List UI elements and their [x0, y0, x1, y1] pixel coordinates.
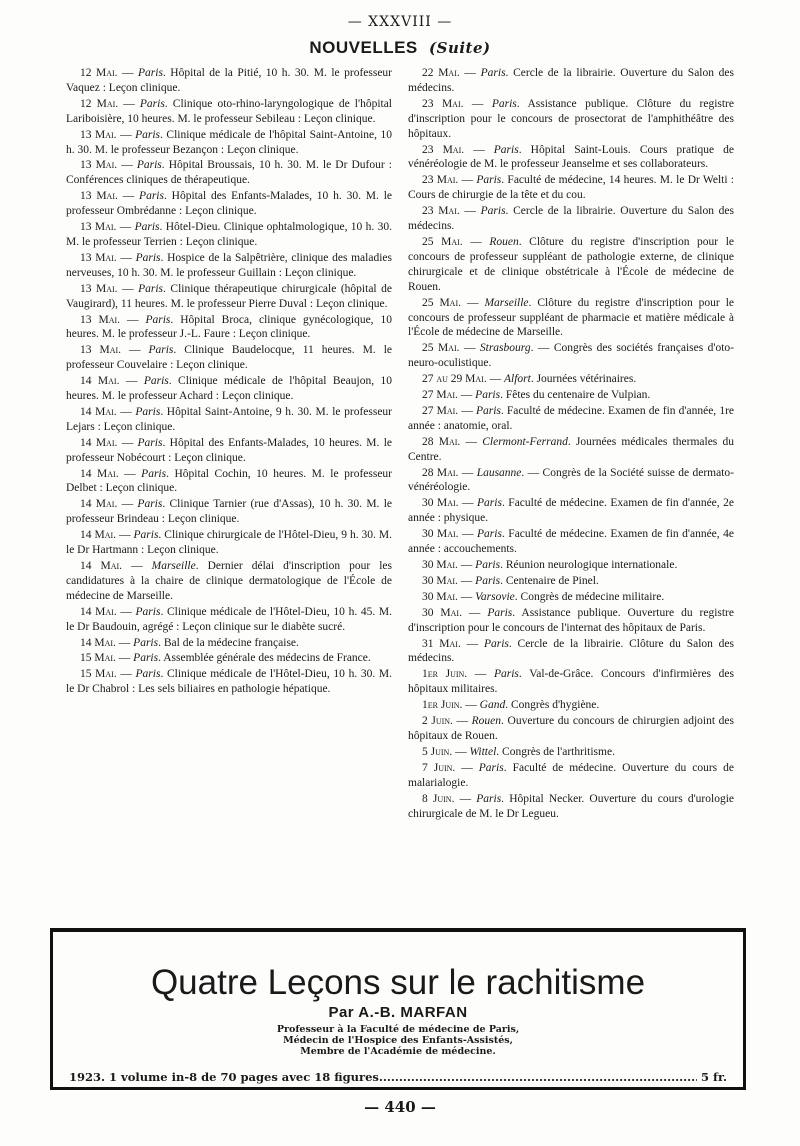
entry-city: Paris: [135, 405, 161, 418]
news-entry: [66, 467, 392, 497]
news-entry: [408, 173, 734, 203]
news-entry: [408, 97, 734, 142]
entry-city: Strasbourg: [479, 342, 531, 355]
news-entry: [66, 158, 392, 188]
right-column: [408, 66, 734, 822]
entry-date: 13 Mai.: [80, 159, 118, 172]
entry-date: 13 Mai.: [80, 221, 117, 234]
entry-date: 14 Mai.: [80, 436, 118, 449]
entry-text: . Hôpital Saint-Antoine, 9 h. 30. M. le professeur Lejars : Leçon clinique.: [66, 405, 393, 433]
entry-text: . Clinique Baudelocque, 11 heures. M. le professeur Couvelaire : Leçon clinique.: [66, 344, 393, 372]
entry-text: . Faculté de médecine, 14 heures. M. le Dr Welti : Cours de chirurgie de la tête et du cou.: [408, 174, 735, 202]
entry-date: 30 Mai.: [422, 528, 459, 541]
entry-city: Lausanne: [476, 466, 522, 479]
entry-separator: —: [459, 205, 481, 218]
news-entry: [408, 667, 734, 697]
entry-date: 23 Mai.: [422, 97, 464, 110]
entry-text: . Clinique médicale de l'hôpital Saint-Antoine, 10 h. 30. M. le professeur Bezançon : Leçon clinique.: [66, 128, 393, 156]
entry-separator: —: [462, 235, 490, 248]
entry-text: . Clôture du registre d'inscription pour le concours de professeur suppléant de pharmacie et matière médicale à l'École de médecine de Marseille.: [408, 296, 735, 339]
news-entry: [408, 496, 734, 526]
entry-city: Paris: [133, 636, 159, 649]
entry-text: . Faculté de médecine. Examen de fin d'année, 2e année : physique.: [408, 497, 735, 525]
ad-leader-dots: [379, 1070, 697, 1084]
entry-text: . — Congrès des sociétés françaises d'oto-neuro-oculistique.: [408, 342, 735, 370]
entry-date: 14 Mai.: [80, 636, 116, 649]
entry-city: Paris: [475, 574, 501, 587]
news-entry: [408, 296, 734, 341]
news-entry: [408, 235, 734, 295]
entry-date: 22 Mai.: [422, 67, 460, 79]
entry-date: 15 Mai.: [80, 668, 117, 681]
entry-city: Paris: [491, 97, 517, 110]
entry-date: 2 Juin.: [422, 715, 453, 728]
ad-author-title-line: Professeur à la Faculté de médecine de Paris,: [276, 1024, 520, 1035]
entry-date: 14 Mai.: [80, 605, 117, 618]
entry-text: . Centenaire de Pinel.: [500, 574, 599, 587]
entry-date: 13 Mai.: [80, 128, 117, 141]
entry-date: 27 Mai.: [422, 389, 458, 402]
news-entry: [408, 792, 734, 822]
entry-separator: —: [117, 436, 138, 449]
entry-date: 15 Mai.: [80, 652, 116, 665]
page-number: — 440 —: [364, 1098, 436, 1116]
entry-separator: —: [452, 745, 470, 758]
entry-city: Marseille: [484, 296, 529, 309]
ad-author: Par A.-B. MARFAN: [328, 1004, 468, 1021]
entry-city: Paris: [135, 668, 161, 681]
entry-text: . Congrès de médecine militaire.: [514, 590, 665, 603]
news-entry: [66, 189, 392, 219]
ad-footer: [69, 1070, 727, 1084]
news-entry: [408, 745, 734, 760]
entry-date: 25 Mai.: [422, 342, 460, 355]
section-roman-numeral: — XXXVIII —: [347, 14, 453, 30]
news-entry: [66, 436, 392, 466]
news-entry: [66, 343, 392, 373]
entry-city: Paris: [477, 497, 502, 510]
news-entry: [66, 497, 392, 527]
news-entry: [408, 404, 734, 434]
entry-separator: —: [457, 559, 476, 571]
entry-date: 28 Mai.: [422, 435, 461, 448]
entry-separator: —: [459, 342, 480, 355]
entry-separator: —: [458, 497, 478, 510]
ad-title: Quatre Leçons sur le rachitisme: [150, 963, 646, 1002]
news-entry: [408, 637, 734, 667]
entry-separator: —: [486, 373, 504, 386]
ad-author-title-line: Médecin de l'Hospice des Enfants-Assistés,: [283, 1035, 513, 1046]
entry-text: . Journées médicales thermales du Centre.: [408, 435, 735, 463]
entry-text: . Journées vétérinaires.: [530, 373, 637, 386]
entry-date: 25 Mai.: [422, 296, 462, 309]
news-entry: [408, 204, 734, 234]
entry-date: 13 Mai.: [80, 251, 117, 264]
entry-date: 14 Mai.: [80, 467, 119, 480]
book-advertisement: [50, 928, 746, 1090]
entry-separator: —: [462, 699, 480, 712]
entry-separator: —: [452, 715, 472, 728]
entry-separator: —: [457, 590, 476, 603]
news-entry: [408, 143, 734, 173]
entry-city: Paris: [476, 792, 502, 805]
entry-separator: —: [458, 528, 478, 541]
entry-date: 23 Mai.: [422, 174, 459, 187]
entry-separator: —: [116, 221, 135, 234]
entry-date: 14 Mai.: [80, 405, 117, 418]
entry-separator: —: [464, 143, 494, 156]
entry-separator: —: [117, 190, 140, 203]
entry-separator: —: [117, 498, 138, 511]
news-entry: [408, 372, 734, 387]
entry-text: . Réunion neurologique internationale.: [500, 559, 678, 571]
news-entry: [66, 374, 392, 404]
entry-city: Alfort: [503, 373, 531, 386]
entry-text: . Assemblée générale des médecins de France.: [158, 652, 371, 665]
entry-city: Paris: [135, 251, 161, 264]
entry-city: Paris: [480, 205, 506, 218]
entry-text: . Clôture du registre d'inscription pour le concours de professeur suppléant de pathologie externe, de clinique chirurgicale et de clinique obstétricale à l'École de médecine de Rouen.: [408, 235, 735, 293]
entry-separator: —: [115, 652, 134, 665]
entry-text: . Assistance publique. Ouverture du registre d'inscription pour le concours de l'internat des hôpitaux de Paris.: [408, 606, 734, 634]
entry-text: . Cercle de la librairie. Ouverture du Salon des médecins.: [408, 205, 735, 233]
news-entry: [408, 527, 734, 557]
entry-text: . Hôpital Broca, clinique gynécologique, 10 heures. M. le professeur J.-L. Faure : Leçon clinique.: [66, 313, 393, 341]
entry-date: 30 Mai.: [422, 606, 462, 619]
entry-date: 23 Mai.: [422, 143, 465, 156]
entry-separator: —: [117, 159, 137, 172]
entry-text: . Clinique médicale de l'Hôtel-Dieu, 10 h. 45. M. le Dr Baudouin, agrégé : Leçon clinique sur le diabète sucré.: [66, 605, 392, 633]
entry-separator: —: [458, 404, 476, 417]
entry-city: Rouen: [489, 235, 519, 248]
entry-separator: —: [115, 636, 134, 649]
entry-separator: —: [116, 668, 136, 681]
entry-text: . Cercle de la librairie. Ouverture du Salon des médecins.: [408, 67, 735, 94]
entry-separator: —: [116, 128, 136, 141]
entry-text: . Faculté de médecine. Examen de fin d'année, 4e année : accouchements.: [408, 528, 735, 556]
entry-city: Paris: [477, 528, 502, 541]
entry-date: 27 Mai.: [422, 404, 459, 417]
entry-city: Paris: [136, 159, 162, 172]
news-entry: [66, 97, 392, 127]
entry-text: . Faculté de médecine. Ouverture du cours de malarialogie.: [408, 761, 734, 789]
entry-separator: —: [121, 344, 149, 357]
news-entry: [66, 528, 392, 558]
page-title: [0, 38, 800, 58]
entry-text: . Clinique médicale de l'Hôtel-Dieu, 10 h. 30. M. le Dr Chabrol : Les sels biliaires en pathologie hépatique.: [66, 668, 392, 696]
entry-text: . Hôpital des Enfants-Malades, 10 h. 30. M. le professeur Ombrédanne : Leçon clinique.: [66, 190, 393, 218]
entry-date: 31 Mai.: [422, 637, 461, 650]
news-entry: [408, 698, 734, 713]
entry-separator: —: [460, 637, 484, 650]
entry-text: . Clinique thérapeutique chirurgicale (hôpital de Vaugirard), 11 heures. M. le professeur Pierre Duval : Leçon clinique.: [66, 282, 392, 310]
entry-separator: —: [119, 375, 144, 388]
entry-city: Paris: [133, 529, 159, 542]
news-entry: [66, 251, 392, 281]
news-entry: [66, 559, 392, 604]
entry-date: 14 Mai.: [80, 560, 123, 572]
entry-city: Paris: [141, 467, 167, 480]
entry-date: 14 Mai.: [80, 375, 120, 388]
news-entry: [408, 388, 734, 403]
entry-city: Wittel: [469, 745, 497, 758]
entry-city: Paris: [493, 668, 519, 681]
entry-text: . — Congrès de la Société suisse de dermato-vénéréologie.: [408, 466, 735, 494]
entry-city: Paris: [139, 97, 165, 110]
entry-date: 5 Juin.: [422, 745, 453, 758]
left-column: [66, 66, 392, 698]
entry-date: 30 Mai.: [422, 574, 458, 587]
entry-date: 12 Mai.: [80, 67, 118, 79]
entry-separator: —: [467, 668, 494, 681]
entry-city: Varsovie: [475, 590, 515, 603]
news-entry: [66, 605, 392, 635]
news-entry: [408, 435, 734, 465]
entry-separator: —: [118, 97, 140, 110]
entry-separator: —: [116, 251, 136, 264]
entry-date: 13 Mai.: [80, 282, 118, 295]
entry-text: . Hôpital Necker. Ouverture du cours d'urologie chirurgicale de M. le Dr Legueu.: [408, 792, 734, 820]
entry-date: 30 Mai.: [422, 590, 458, 603]
entry-separator: —: [454, 792, 477, 805]
entry-city: Paris: [483, 637, 509, 650]
entry-separator: —: [116, 529, 134, 542]
news-entry: [66, 405, 392, 435]
entry-city: Paris: [487, 606, 513, 619]
entry-city: Paris: [135, 605, 161, 618]
news-entry: [408, 558, 734, 573]
entry-text: . Hôtel-Dieu. Clinique ophtalmologique, 10 h. 30. M. le professeur Terrien : Leçon clinique.: [66, 221, 393, 248]
news-entry: [408, 66, 734, 96]
entry-city: Paris: [134, 221, 160, 234]
entry-city: Paris: [478, 761, 504, 774]
entry-city: Paris: [139, 190, 164, 203]
entry-city: Paris: [138, 67, 163, 79]
entry-city: Paris: [138, 282, 164, 295]
entry-text: . Clinique médicale de l'hôpital Beaujon, 10 heures. M. le professeur Achard : Leçon clinique.: [66, 375, 393, 403]
news-entry: [408, 574, 734, 589]
entry-separator: —: [116, 605, 136, 618]
entry-text: . Congrès d'hygiène.: [505, 699, 600, 712]
entry-city: Rouen: [471, 715, 502, 728]
entry-city: Paris: [135, 128, 161, 141]
entry-date: 7 Juin.: [422, 761, 456, 774]
entry-text: . Hôpital de la Pitié, 10 h. 30. M. le professeur Vaquez : Leçon clinique.: [66, 67, 393, 94]
news-entry: [66, 667, 392, 697]
ad-description: 1923. 1 volume in-8 de 70 pages avec 18 figures: [69, 1070, 379, 1084]
entry-city: Paris: [475, 404, 501, 417]
news-entry: [408, 761, 734, 791]
entry-text: . Hôpital Cochin, 10 heures. M. le professeur Delbet : Leçon clinique.: [66, 467, 393, 495]
entry-text: . Congrès de l'arthritisme.: [496, 745, 615, 758]
entry-city: Paris: [133, 652, 159, 665]
news-entry: [66, 220, 392, 250]
entry-date: 8 Juin.: [422, 792, 455, 805]
entry-text: . Ouverture du concours de chirurgien adjoint des hôpitaux de Rouen.: [408, 715, 734, 742]
news-entry: [408, 341, 734, 371]
title-text: NOUVELLES: [309, 38, 418, 57]
news-entry: [66, 66, 392, 96]
entry-text: . Clinique oto-rhino-laryngologique de l'hôpital Lariboisière, 10 heures. M. le professeur Sebileau : Leçon clinique.: [66, 97, 393, 125]
ad-price: 5 fr.: [701, 1070, 727, 1084]
entry-date: 13 Mai.: [80, 344, 122, 357]
entry-city: Paris: [493, 143, 519, 156]
entry-date: 1er Juin.: [422, 699, 463, 712]
entry-text: . Cercle de la librairie. Clôture du Salon des médecins.: [408, 637, 735, 665]
entry-city: Paris: [476, 174, 502, 187]
entry-city: Paris: [148, 344, 174, 357]
entry-separator: —: [458, 174, 477, 187]
news-entry: [408, 606, 734, 636]
news-entry: [408, 590, 734, 605]
entry-city: Paris: [137, 498, 163, 511]
entry-text: . Dernier délai d'inscription pour les candidatures à la chaire de clinique dermatologique de l'École de médecine de Marseille.: [66, 560, 392, 602]
entry-separator: —: [461, 296, 485, 309]
entry-city: Gand: [479, 699, 506, 712]
entry-separator: —: [463, 97, 492, 110]
entry-separator: —: [118, 467, 142, 480]
entry-text: . Bal de la médecine française.: [158, 636, 299, 649]
entry-city: Paris: [137, 436, 163, 449]
entry-date: 14 Mai.: [80, 498, 118, 511]
entry-separator: —: [122, 560, 152, 572]
entry-city: Paris: [475, 559, 501, 571]
entry-date: 14 Mai.: [80, 529, 117, 542]
title-suite: (Suite): [429, 39, 491, 57]
entry-date: 23 Mai.: [422, 205, 460, 218]
news-entry: [66, 651, 392, 666]
news-entry: [408, 466, 734, 496]
entry-city: Paris: [480, 67, 506, 79]
entry-separator: —: [457, 574, 476, 587]
entry-city: Paris: [143, 375, 169, 388]
entry-text: . Clinique chirurgicale de l'Hôtel-Dieu, 9 h. 30. M. le Dr Hartmann : Leçon clinique.: [66, 529, 393, 557]
entry-separator: —: [117, 67, 138, 79]
entry-date: 27 au 29 Mai.: [422, 373, 487, 386]
news-entry: [66, 282, 392, 312]
entry-separator: —: [457, 389, 476, 402]
entry-separator: —: [455, 761, 479, 774]
ad-author-titles: [53, 1024, 743, 1057]
entry-text: . Val-de-Grâce. Concours d'infirmières des hôpitaux militaires.: [408, 668, 734, 696]
entry-date: 25 Mai.: [422, 235, 463, 248]
ad-author-title-line: Membre de l'Académie de médecine.: [300, 1046, 496, 1057]
entry-separator: —: [461, 606, 488, 619]
entry-text: . Hôpital Saint-Louis. Cours pratique de vénéréologie de M. le professeur Jeanselme et ses collaborateurs.: [408, 143, 735, 171]
entry-date: 13 Mai.: [80, 190, 118, 203]
entry-text: . Fêtes du centenaire de Vulpian.: [500, 389, 651, 402]
entry-city: Paris: [475, 389, 501, 402]
entry-separator: —: [117, 282, 139, 295]
entry-date: 1er Juin.: [422, 668, 468, 681]
entry-text: . Faculté de médecine. Examen de fin d'année, 1re année : anatomie, oral.: [408, 404, 735, 432]
entry-date: 12 Mai.: [80, 97, 119, 110]
entry-separator: —: [116, 405, 136, 418]
entry-text: . Clinique Tarnier (rue d'Assas), 10 h. 30. M. le professeur Brindeau : Leçon clinique.: [66, 498, 393, 526]
news-entry: [408, 714, 734, 744]
entry-text: . Assistance publique. Clôture du registre d'inscription pour le concours de prosectorat de l'amphithéâtre des hôpitaux.: [408, 97, 734, 140]
entry-city: Clermont-Ferrand: [482, 435, 568, 448]
entry-text: . Hôpital Broussais, 10 h. 30. M. le Dr Dufour : Conférences cliniques de thérapeutique.: [66, 159, 393, 187]
entry-date: 28 Mai.: [422, 466, 459, 479]
entry-separator: —: [460, 435, 483, 448]
entry-separator: —: [120, 313, 146, 326]
entry-text: . Hospice de la Salpêtrière, clinique des maladies nerveuses, 10 h. 30. M. le professeur Guillain : Leçon clinique.: [66, 251, 392, 279]
news-entry: [66, 313, 392, 343]
entry-date: 13 Mai.: [80, 313, 121, 326]
entry-separator: —: [458, 466, 477, 479]
entry-text: . Hôpital des Enfants-Malades, 10 heures. M. le professeur Nobécourt : Leçon clinique.: [66, 436, 393, 464]
entry-date: 30 Mai.: [422, 559, 458, 571]
entry-date: 30 Mai.: [422, 497, 459, 510]
news-entry: [66, 636, 392, 651]
entry-city: Paris: [145, 313, 171, 326]
news-entry: [66, 128, 392, 158]
entry-separator: —: [459, 67, 481, 79]
entry-city: Marseille: [151, 560, 196, 572]
